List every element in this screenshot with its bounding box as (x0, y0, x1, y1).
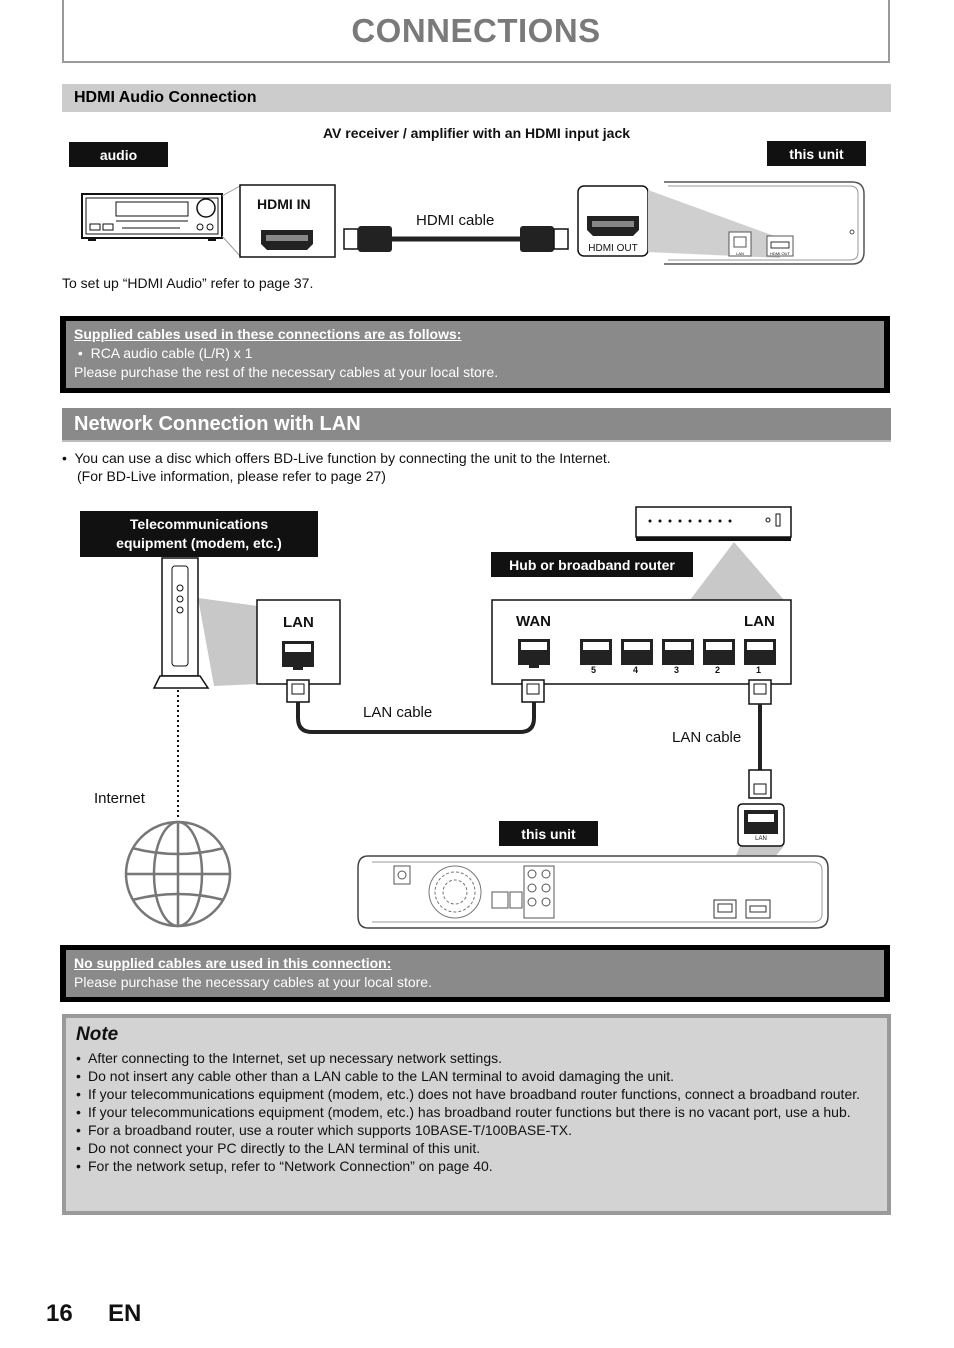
hdmi-out-label: HDMI OUT (588, 243, 638, 254)
supplied-cable-item: • RCA audio cable (L/R) x 1 (74, 345, 253, 361)
hdmi-in-label: HDMI IN (257, 196, 311, 212)
router-lan-label: LAN (744, 613, 775, 630)
telecom-label-line2: equipment (modem, etc.) (116, 535, 282, 551)
modem-lan-label: LAN (283, 614, 314, 631)
unit-lan-port-label-small: LAN (736, 251, 744, 256)
supplied-cable-item-text: RCA audio cable (L/R) x 1 (90, 345, 253, 361)
note-item: • For a broadband router, use a router which supports 10BASE-T/100BASE-TX. (76, 1122, 877, 1139)
router-port-number: 3 (674, 665, 680, 675)
hdmi-cable-label: HDMI cable (416, 212, 495, 229)
router-lan-ports-icon (580, 639, 776, 665)
hub-router-label: Hub or broadband router (491, 552, 693, 577)
router-wan-port-icon (518, 639, 550, 668)
router-port-number: 1 (756, 665, 762, 675)
note-item: • If your telecommunications equipment (modem, etc.) does not have broadband router functions, connect a broadband router. (76, 1086, 877, 1103)
note-item: • For the network setup, refer to “Network Connection” on page 40. (76, 1158, 877, 1175)
this-unit-label-network: this unit (499, 821, 598, 846)
unit-hdmi-out-label-small: HDMI OUT (770, 251, 790, 256)
note-item: • After connecting to the Internet, set up necessary network settings. (76, 1050, 877, 1067)
audio-label: audio (69, 142, 168, 167)
router-port-number: 4 (633, 665, 639, 675)
router-port-number: 2 (715, 665, 721, 675)
note-title: Note (76, 1024, 119, 1045)
player-rear-panel-icon (358, 856, 828, 928)
page-title: CONNECTIONS (351, 11, 601, 49)
internet-globe-icon (126, 822, 230, 926)
network-bullet-line2: (For BD-Live information, please refer to page 27) (77, 468, 386, 484)
page-language: EN (108, 1300, 142, 1327)
network-bullet: • You can use a disc which offers BD-Live function by connecting the unit to the Internet. (For BD-Live information, please refer to page 27) (62, 449, 882, 485)
unit-lan-zoom-label: LAN (755, 836, 767, 842)
modem-lan-port-icon (282, 641, 314, 670)
supplied-cables-heading: Supplied cables used in these connections are as follows: (74, 326, 462, 342)
no-supplied-cables-heading: No supplied cables are used in this connection: (74, 955, 392, 971)
no-supplied-cables-text: Please purchase the necessary cables at your local store. (74, 974, 432, 990)
this-unit-label-hdmi: this unit (767, 141, 866, 166)
hdmi-audio-setup-reference: To set up “HDMI Audio” refer to page 37. (62, 275, 314, 291)
router-device-icon (636, 507, 791, 541)
router-wan-label: WAN (516, 613, 551, 630)
note-box (62, 1014, 891, 1215)
telecom-label-line1: Telecommunications (129, 516, 269, 532)
hdmi-audio-section-heading: HDMI Audio Connection (62, 84, 891, 112)
page-number: 16 (46, 1300, 73, 1327)
note-item: • If your telecommunications equipment (modem, etc.) has broadband router functions but there is no vacant port, use a hub. (76, 1104, 877, 1121)
lan-cable-router-unit (749, 680, 771, 798)
supplied-cables-text: Please purchase the rest of the necessary cables at your local store. (74, 364, 499, 380)
telecom-equipment-label (80, 511, 318, 557)
network-section-heading: Network Connection with LAN (62, 408, 891, 442)
note-list (76, 1050, 877, 1175)
av-receiver-caption: AV receiver / amplifier with an HDMI input jack (322, 125, 631, 141)
lan-cable-label-1: LAN cable (363, 704, 433, 721)
note-item: • Do not connect your PC directly to the LAN terminal of this unit. (76, 1140, 877, 1157)
lan-cable-label-2: LAN cable (672, 729, 742, 746)
network-bullet-line1: You can use a disc which offers BD-Live function by connecting the unit to the Internet. (74, 450, 611, 466)
modem-tower-icon (154, 558, 208, 688)
no-supplied-cables-notice (60, 945, 890, 1002)
router-port-number: 5 (591, 665, 597, 675)
note-item: • Do not insert any cable other than a LAN cable to the LAN terminal to avoid damaging the unit. (76, 1068, 877, 1085)
internet-label: Internet (94, 790, 145, 807)
